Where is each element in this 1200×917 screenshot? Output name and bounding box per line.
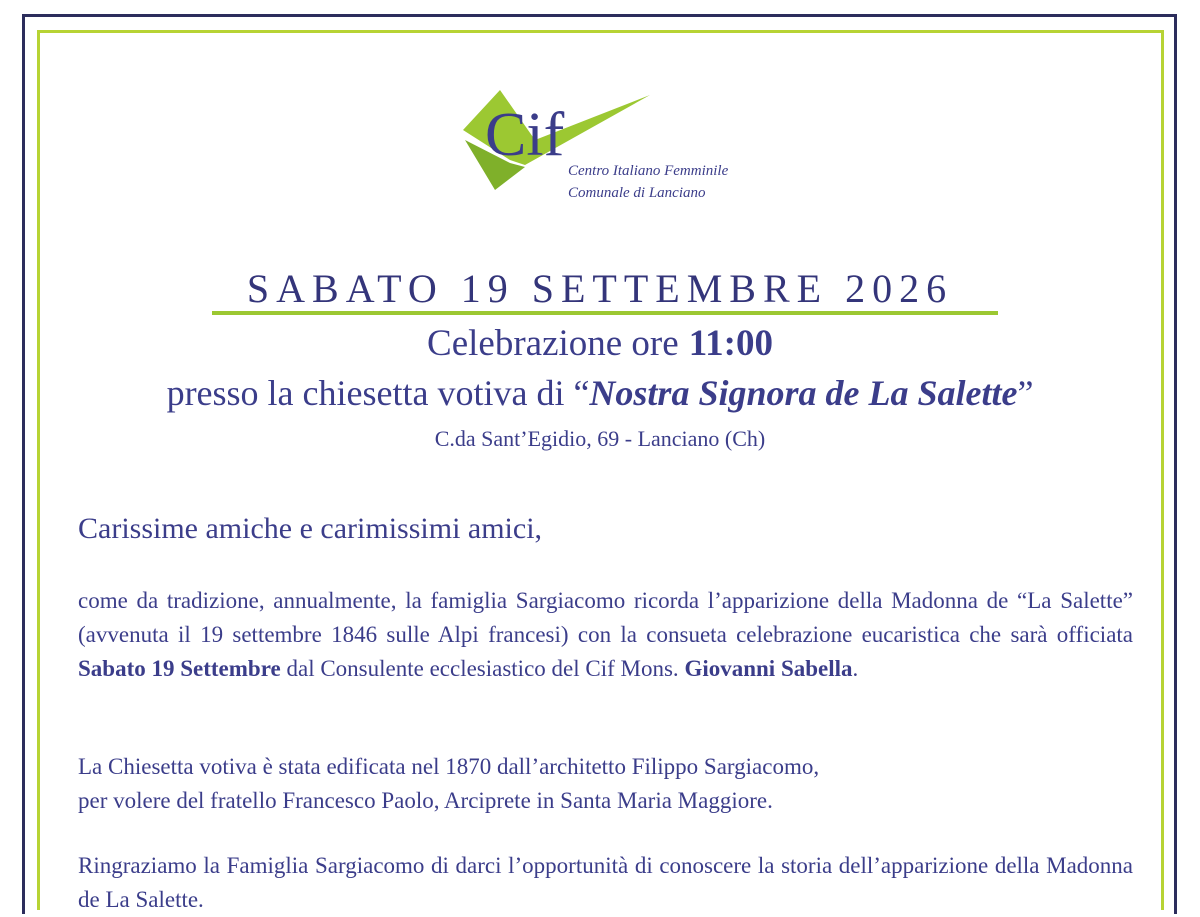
venue-suffix: ” [1017,373,1034,413]
celebration-time: 11:00 [688,323,773,364]
letter-greeting: Carissime amiche e carimissimi amici, [78,512,543,545]
logo-letters: Cif [485,101,565,169]
p2-line-1: La Chiesetta votiva è stata edificata nel 1870 dall’architetto Filippo Sargiacomo, [78,754,820,779]
venue-line [0,372,1200,414]
letter-paragraph-2 [78,750,1133,818]
organization-line1: Centro Italiano Femminile [568,163,729,179]
celebration-time-line [0,322,1200,365]
date-underline [212,311,998,315]
organization-name [568,160,728,204]
venue-address: C.da Sant’Egidio, 69 - Lanciano (Ch) [434,426,766,451]
p1-text-c: . [852,656,859,681]
organization-line2: Comunale di Lanciano [568,185,706,201]
letter-paragraph-3: Ringraziamo la Famiglia Sargiacomo di darci l’opportunità di conoscere la storia dell’apparizione della Madonna de La Salette. [78,853,1133,912]
p1-text-a: come da tradizione, annualmente, la famiglia Sargiacomo ricorda l’apparizione della Madonna de “La Salette” (avvenuta il 19 settembre 1846 sulle Alpi francesi) con la consueta celebrazione eucaristica che sarà officiata [78,588,1133,647]
venue-name: Nostra Signora de La Salette [589,373,1018,413]
p1-bold-date: Sabato 19 Settembre [78,656,281,681]
p1-bold-celebrant: Giovanni Sabella [684,656,853,681]
letter-paragraph-1 [78,584,1133,686]
celebration-label: Celebrazione ore [427,323,679,364]
p1-text-b: dal Consulente ecclesiastico del Cif Mons. [280,656,685,681]
venue-prefix: presso la chiesetta votiva di “ [166,373,590,413]
event-date: SABATO 19 SETTEMBRE 2026 [246,266,954,311]
p2-line-2: per volere del fratello Francesco Paolo, Arciprete in Santa Maria Maggiore. [78,788,773,813]
